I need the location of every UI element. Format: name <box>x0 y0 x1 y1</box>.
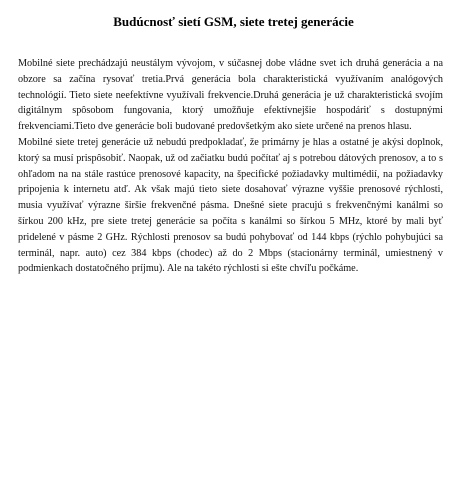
document-body <box>18 56 443 277</box>
paragraph-first-second-generation: Mobilné siete prechádzajú neustálym vývojom, v súčasnej dobe vládne svet ich druhá generácia a na obzore sa začína rysovať tretia.Prvá generácia bola charakteristická využívaním analógových technológií. Tieto siete neefektívne využívali frekvencie.Druhá generácia je už charakteristická svojím digitálnym spôsobom fungovania, ktorý umožňuje efektívnejšie hospodáriť s dostupnými frekvenciami.Tieto dve generácie boli budované predovšetkým ako siete určené na prenos hlasu. <box>18 58 443 133</box>
paragraph-third-generation: Mobilné siete tretej generácie už nebudú predpokladať, že primárny je hlas a ostatné je akýsi doplnok, ktorý sa musí prispôsobiť. Naopak, už od začiatku budú počítať aj s potrebou dátových prenosov, a to s ohľadom na na stále rastúce prenosové kapacity, na špecifické požiadavky multimédií, na požiadavky pripojenia k internetu atď. Ak však majú tieto siete dosahovať výrazne vyššie prenosové rýchlosti, musia využívať výrazne širšie frekvenčné pásma. Dnešné siete pracujú s frekvenčnými kanálmi so šírkou 200 kHz, pre siete tretej generácie sa počíta s kanálmi so šírkou 5 MHz, ktoré by mali byť pridelené v pásme 2 GHz. Rýchlosti prenosov sa budú pohybovať od 144 kbps (rýchlo pohybujúci sa terminál, napr. auto) cez 384 kbps (chodec) až do 2 Mbps (stacionárny terminál, umiestnený v podmienkach dostatočného príjmu). Ale na takéto rýchlosti si ešte chvíľu počkáme. <box>18 136 443 275</box>
document-title: Budúcnosť sietí GSM, siete tretej generácie <box>113 14 354 29</box>
